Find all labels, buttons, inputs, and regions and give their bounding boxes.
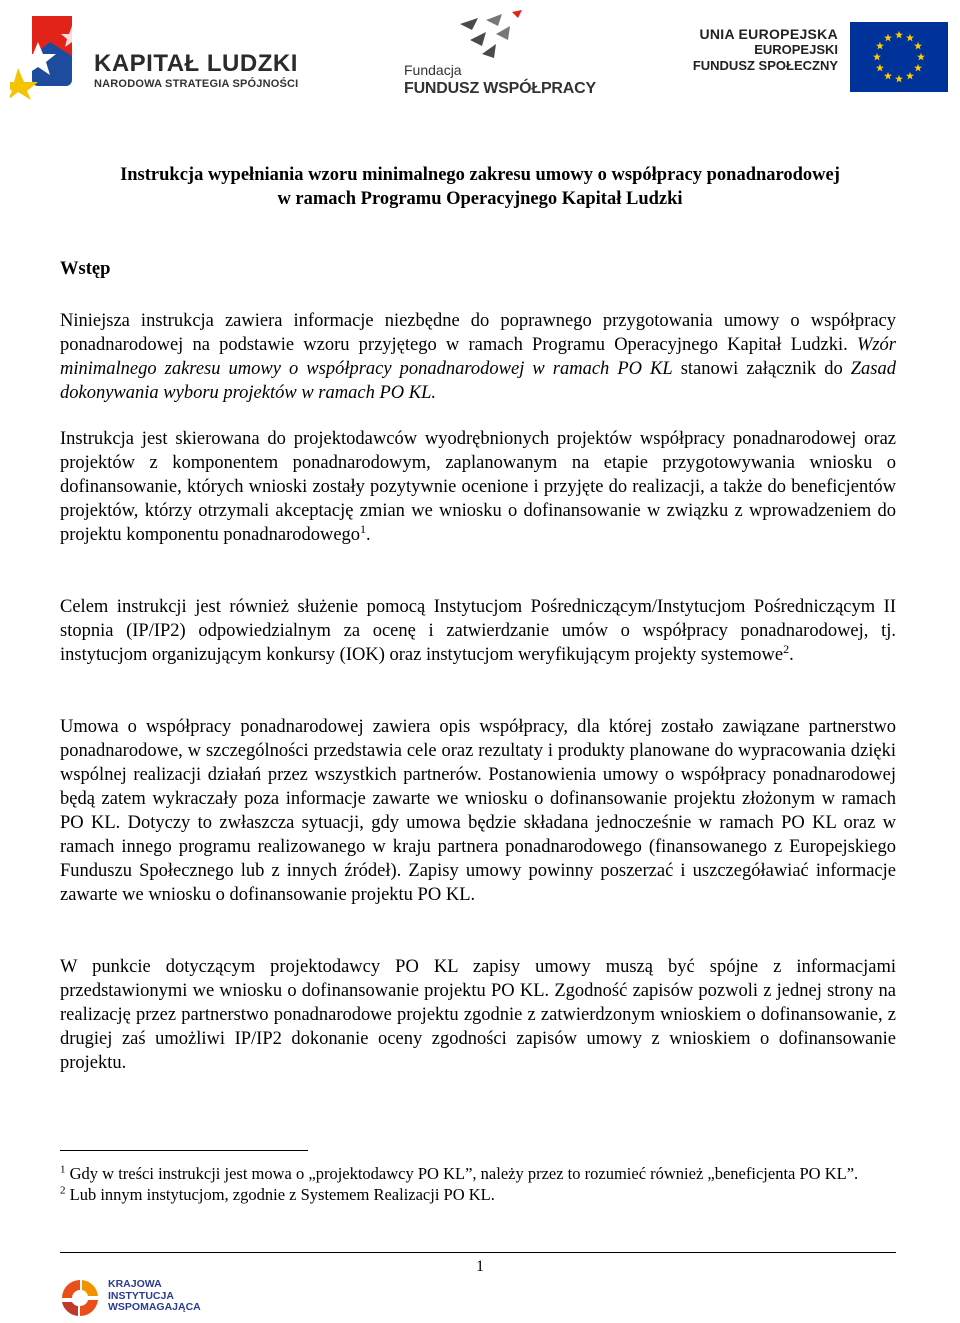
paragraph-purpose bbox=[60, 595, 896, 667]
eu-logo-line1: UNIA EUROPEJSKA bbox=[699, 26, 838, 42]
page-title bbox=[60, 163, 900, 211]
footnote-ref-1[interactable]: 1 bbox=[360, 521, 367, 536]
fundusz-wspolpracy-line1: Fundacja bbox=[404, 62, 462, 78]
footnote-1 bbox=[60, 1163, 896, 1184]
eu-star-icon bbox=[914, 64, 922, 72]
footnote-text: Gdy w treści instrukcji jest mowa o „projektodawcy PO KL”, należy przez to rozumieć również „beneficjenta PO KL”. bbox=[65, 1164, 859, 1183]
paragraph-intro-italic-a: Wzór minimalnego zakresu umowy o współpracy ponadnarodowej w ramach PO KL bbox=[60, 335, 896, 379]
eu-star-icon bbox=[906, 34, 914, 42]
title-line-2: w ramach Programu Operacyjnego Kapitał Ludzki bbox=[277, 189, 683, 209]
footnote-2 bbox=[60, 1184, 896, 1205]
paragraph-audience-text: Instrukcja jest skierowana do projektodawców wyodrębnionych projektów współpracy ponadnarodowej oraz projektów z komponentem ponadnarodowym, zaplanowanym na etapie przygotowywania wniosku o dofinansowanie, których wnioski zostały pozytywnie ocenione i przyjęte do realizacji, a także do beneficjentów projektów, którzy otrzymali akceptację zmian we wniosku o dofinansowanie w związku z wprowadzeniem do projektu komponentu ponadnarodowego bbox=[60, 429, 896, 545]
kiw-line1: KRAJOWA bbox=[108, 1278, 162, 1290]
footnote-number: 2 bbox=[60, 1184, 66, 1197]
section-heading: Wstęp bbox=[60, 259, 111, 279]
page-header bbox=[0, 0, 960, 110]
eu-star-icon bbox=[906, 72, 914, 80]
footnote-text: Lub innym instytucjom, zgodnie z Systemem Realizacji PO KL. bbox=[65, 1185, 495, 1204]
kapital-ludzki-title: KAPITAŁ LUDZKI bbox=[94, 50, 298, 77]
kiw-logo bbox=[58, 1276, 218, 1318]
paragraph-purpose-end: . bbox=[789, 645, 794, 665]
eu-star-icon bbox=[884, 34, 892, 42]
eu-star-icon bbox=[876, 42, 884, 50]
kiw-line3: WSPOMAGAJĄCA bbox=[108, 1301, 201, 1313]
footnote-number: 1 bbox=[60, 1163, 66, 1176]
footnote-divider bbox=[60, 1150, 308, 1151]
paragraph-agreement: Umowa o współpracy ponadnarodowej zawiera opis współpracy, dla której zostało zawiązane partnerstwo ponadnarodowe, w szczególności przedstawia cele oraz rezultaty i produkty planowane do wypracowania dzięki wspólnej realizacji działań przez wszystkich partnerów. Postanowienia umowy o współpracy ponadnarodowej będą zatem wykraczały poza informacje zawarte we wniosku o dofinansowanie projektu złożonym w ramach PO KL. Dotyczy to zwłaszcza sytuacji, gdy umowa będzie składana jednocześnie w ramach PO KL oraz w ramach innego programu realizowanego w kraju partnera ponadnarodowego (finansowanego z Europejskiego Funduszu Społecznego lub z innych źródeł). Zapisy umowy powinny poszerzać i uszczegóławiać informacje zawarte we wniosku o dofinansowanie projektu PO KL. bbox=[60, 717, 896, 905]
eu-star-icon bbox=[873, 53, 881, 61]
paragraph-intro-mid: stanowi załącznik do bbox=[672, 359, 851, 379]
eu-flag-icon bbox=[850, 22, 948, 92]
eu-star-icon bbox=[876, 64, 884, 72]
eu-logo-line2: EUROPEJSKI bbox=[754, 42, 838, 57]
unia-europejska-logo bbox=[690, 18, 952, 94]
paragraph-intro-text: Niniejsza instrukcja zawiera informacje niezbędne do poprawnego przygotowania umowy o współpracy ponadnarodowej na podstawie wzoru przyjętego w ramach Programu Operacyjnego Kapitał Ludzki. bbox=[60, 311, 896, 355]
fundusz-wspolpracy-arrows-icon bbox=[456, 10, 526, 66]
kiw-line2: INSTYTUCJA bbox=[108, 1289, 174, 1302]
kiw-logo-icon bbox=[58, 1276, 102, 1318]
paragraph-intro bbox=[60, 309, 896, 405]
eu-star-icon bbox=[884, 72, 892, 80]
fundusz-wspolpracy-logo bbox=[400, 10, 596, 102]
footnote-ref-2[interactable]: 2 bbox=[783, 641, 790, 656]
eu-logo-line3: FUNDUSZ SPOŁECZNY bbox=[692, 58, 838, 73]
page-number: 1 bbox=[476, 1258, 484, 1275]
kapital-ludzki-subtitle: NARODOWA STRATEGIA SPÓJNOŚCI bbox=[94, 78, 299, 90]
paragraph-purpose-text: Celem instrukcji jest również służenie pomocą Instytucjom Pośredniczącym/Instytucjom Pośredniczącym II stopnia (IP/IP2) odpowiedzialnym za ocenę i zatwierdzanie umów o współpracy ponadnarodowej, tj. instytucjom organizującym konkursy (IOK) oraz instytucjom weryfikującym projekty systemowe bbox=[60, 597, 896, 665]
paragraph-intro-italic-b: Zasad dokonywania wyboru projektów w ramach PO KL. bbox=[60, 359, 896, 403]
eu-star-icon bbox=[895, 31, 903, 39]
eu-star-icon bbox=[895, 75, 903, 83]
kapital-ludzki-star-logo-icon bbox=[10, 12, 88, 100]
kapital-ludzki-logo bbox=[10, 12, 300, 100]
title-line-1: Instrukcja wypełniania wzoru minimalnego zakresu umowy o współpracy ponadnarodowej bbox=[120, 165, 840, 185]
eu-star-icon bbox=[914, 42, 922, 50]
paragraph-consistency: W punkcie dotyczącym projektodawcy PO KL zapisy umowy muszą być spójne z informacjami przedstawionymi we wniosku o dofinansowanie projektu PO KL. Zgodność zapisów pozwoli z jednej strony na realizację przez partnerstwo ponadnarodowe projektu zgodnie z zatwierdzonym wnioskiem o dofinansowanie, z drugiej zaś umożliwi IP/IP2 dokonanie oceny zgodności zapisów umowy z wnioskiem o dofinansowanie projektu. bbox=[60, 957, 896, 1073]
eu-star-icon bbox=[917, 53, 925, 61]
page-footer-divider bbox=[60, 1252, 896, 1253]
paragraph-audience-end: . bbox=[366, 525, 371, 545]
paragraph-audience bbox=[60, 427, 896, 547]
fundusz-wspolpracy-line2: FUNDUSZ WSPÓŁPRACY bbox=[404, 80, 596, 97]
footnotes bbox=[60, 1163, 896, 1205]
